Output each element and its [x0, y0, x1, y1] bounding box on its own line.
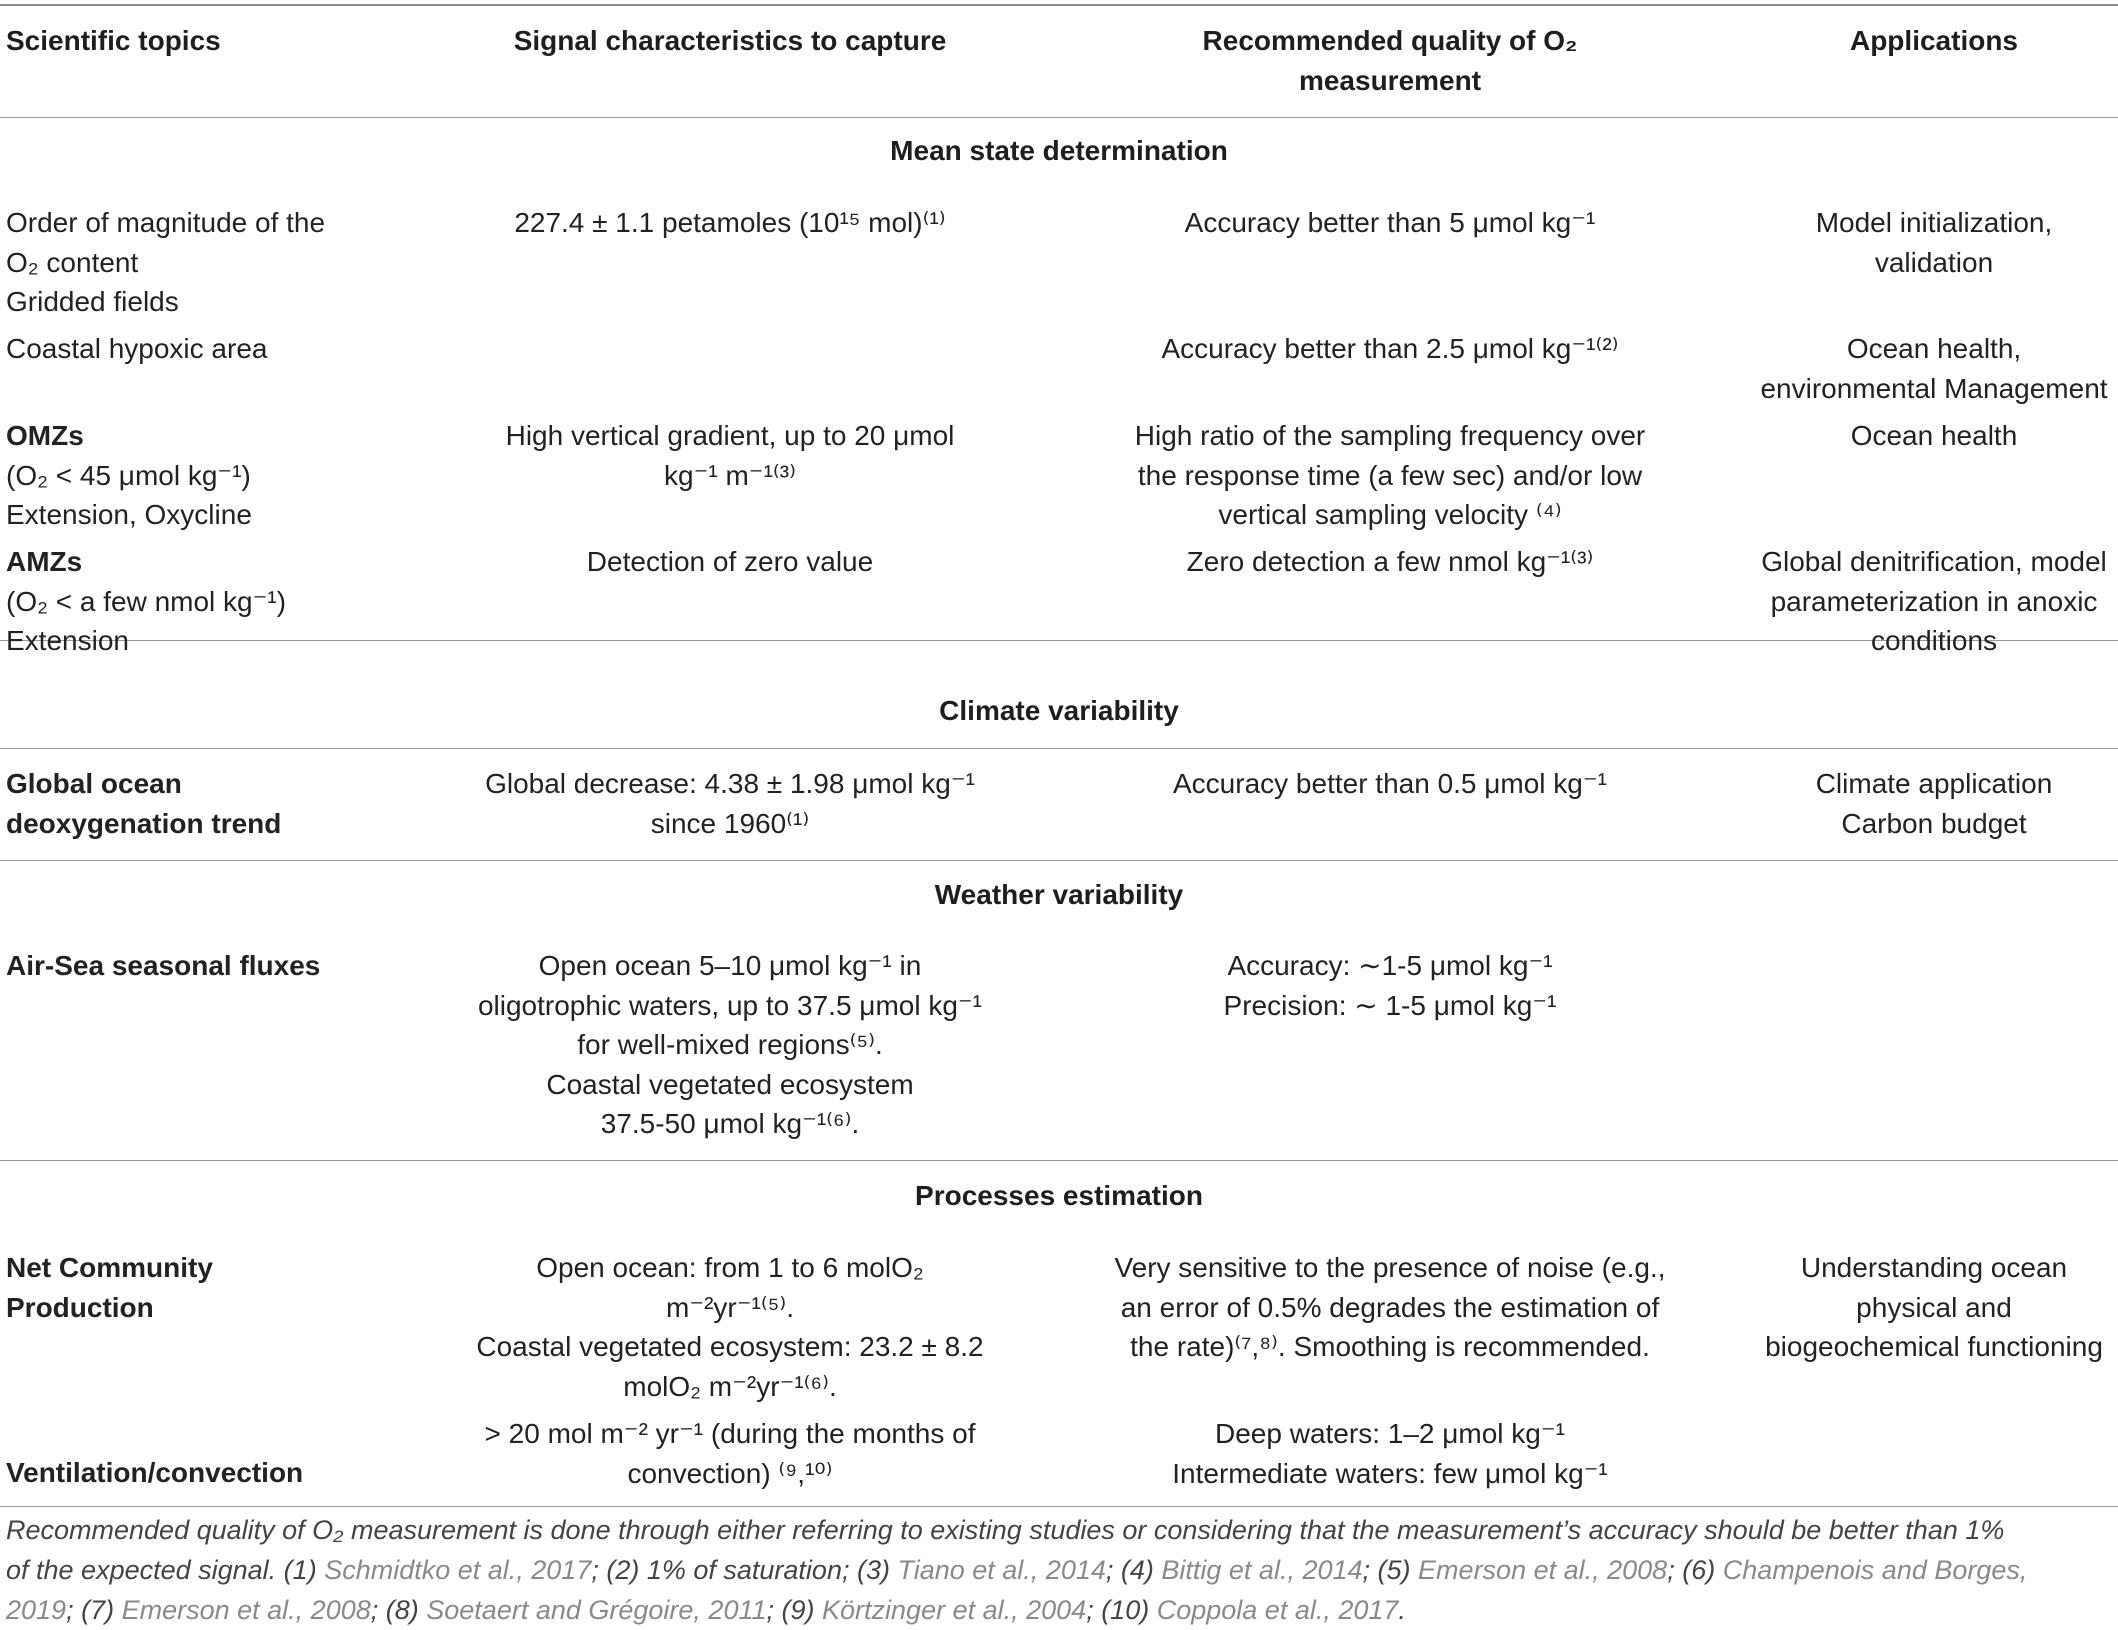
reference-link[interactable]: 2019 [6, 1595, 67, 1625]
table-cell-signal [430, 416, 1030, 495]
cell-line: Order of magnitude of the [6, 207, 326, 238]
cell-line: for well-mixed regions⁽⁵⁾. [577, 1029, 883, 1060]
cell-line: Gridded fields [6, 286, 179, 317]
column-header-topics: Scientific topics [6, 25, 221, 56]
cell-line: 227.4 ± 1.1 petamoles (10¹⁵ mol)⁽¹⁾ [514, 207, 946, 238]
cell-line: Air-Sea seasonal fluxes [6, 950, 321, 981]
table-cell-quality [1070, 542, 1710, 582]
cell-line: Intermediate waters: few μmol kg⁻¹ [1172, 1457, 1608, 1489]
cell-line: Accuracy better than 5 μmol kg⁻¹ [1184, 207, 1596, 238]
cell-line: m⁻²yr⁻¹⁽⁵⁾. [666, 1291, 794, 1323]
footnote-text: of the expected signal. (1) [6, 1555, 325, 1585]
cell-line: Accuracy better than 2.5 μmol kg⁻¹⁽²⁾ [1161, 333, 1619, 364]
table-bottom-rule [0, 1506, 2118, 1507]
cell-line: High vertical gradient, up to 20 μmol [505, 420, 955, 451]
reference-link[interactable]: Coppola et al., 2017 [1156, 1595, 1399, 1625]
footnote-text: ; (4) [1105, 1555, 1162, 1585]
cell-line: Global decrease: 4.38 ± 1.98 μmol kg⁻¹ [485, 768, 975, 799]
cell-line: Production [6, 1291, 154, 1323]
cell-line: Ocean health [1850, 420, 2018, 451]
cell-line: parameterization in anoxic [1770, 585, 2098, 617]
column-header-quality-line: measurement [1298, 64, 1482, 96]
section-heading-climate: Climate variability [939, 695, 1179, 726]
cell-line: Precision: ∼ 1-5 μmol kg⁻¹ [1223, 989, 1557, 1021]
section-heading-processes: Processes estimation [915, 1180, 1203, 1211]
cell-line: > 20 mol m⁻² yr⁻¹ (during the months of [484, 1418, 976, 1449]
section-heading-weather: Weather variability [934, 879, 1184, 910]
table-cell-signal [430, 1414, 1030, 1493]
cell-line: High ratio of the sampling frequency over [1134, 420, 1646, 451]
cell-line: physical and [1856, 1291, 2012, 1323]
table-cell-quality [1070, 946, 1710, 1025]
cell-line: Ocean health, [1846, 333, 2022, 364]
cell-line: Carbon budget [1841, 807, 2027, 839]
cell-line: Extension, Oxycline [6, 499, 252, 530]
table-cell-application [1750, 329, 2118, 408]
table-cell-quality [1070, 416, 1710, 535]
table-cell-topic [6, 764, 406, 843]
cell-line: conditions [1870, 625, 1998, 656]
table-cell-topic [6, 1248, 406, 1327]
table-cell-topic [6, 946, 406, 986]
table-cell-application [1750, 542, 2118, 661]
cell-line: Coastal hypoxic area [6, 333, 268, 364]
cell-line: Coastal vegetated ecosystem [546, 1068, 914, 1100]
cell-line: Understanding ocean [1800, 1252, 2068, 1283]
cell-line: Accuracy: ∼1-5 μmol kg⁻¹ [1227, 950, 1553, 981]
table-cell-topic [6, 416, 406, 535]
table-cell-quality [1070, 764, 1710, 804]
table-cell-application [1750, 416, 2118, 456]
column-header-quality-line: Recommended quality of O₂ [1202, 25, 1578, 56]
table-cell-signal [430, 1248, 1030, 1406]
table-cell-topic [6, 329, 406, 369]
cell-line: AMZs [6, 546, 83, 577]
table-cell-quality [1070, 1414, 1710, 1493]
cell-line: OMZs [6, 420, 84, 451]
footnote-text: ; (8) [370, 1595, 427, 1625]
cell-line: convection) ⁽⁹,¹⁰⁾ [627, 1457, 833, 1489]
cell-line: the response time (a few sec) and/or low [1137, 459, 1643, 491]
cell-line: (O₂ < 45 μmol kg⁻¹) [6, 459, 251, 491]
table-cell-signal [430, 764, 1030, 843]
reference-link[interactable]: Bittig et al., 2014 [1161, 1555, 1363, 1585]
reference-link[interactable]: Soetaert and Grégoire, 2011 [426, 1595, 767, 1625]
cell-line: Detection of zero value [586, 546, 874, 577]
table-cell-signal [430, 203, 1030, 243]
table-cell-topic [6, 1453, 406, 1493]
table-cell-quality [1070, 1248, 1710, 1367]
cell-line: the rate)⁽⁷,⁸⁾. Smoothing is recommended. [1130, 1331, 1650, 1362]
section-heading-mean-state: Mean state determination [890, 135, 1228, 166]
table-footnote [6, 1510, 2116, 1630]
table-cell-topic [6, 203, 406, 322]
column-header-signal: Signal characteristics to capture [513, 25, 947, 56]
table-cell-quality [1070, 329, 1710, 369]
column-header-applications: Applications [1849, 25, 2018, 56]
footnote-text: ; (7) [66, 1595, 122, 1625]
reference-link[interactable]: Champenois and Borges, [1722, 1555, 2028, 1585]
footnote-text: . [1398, 1595, 1406, 1625]
column-header-quality [1070, 21, 1710, 100]
cell-line: molO₂ m⁻²yr⁻¹⁽⁶⁾. [623, 1370, 837, 1402]
cell-line: deoxygenation trend [6, 807, 282, 839]
cell-line: 37.5-50 μmol kg⁻¹⁽⁶⁾. [600, 1108, 860, 1139]
table-cell-application [1750, 203, 2118, 282]
cell-line: Deep waters: 1–2 μmol kg⁻¹ [1215, 1418, 1565, 1449]
cell-line: (O₂ < a few nmol kg⁻¹) [6, 585, 287, 617]
cell-line: Coastal vegetated ecosystem: 23.2 ± 8.2 [476, 1331, 984, 1362]
section-rule [0, 1160, 2118, 1161]
table-cell-signal [430, 946, 1030, 1144]
table-cell-topic [6, 542, 406, 661]
cell-line: kg⁻¹ m⁻¹⁽³⁾ [664, 459, 796, 491]
footnote-text: Recommended quality of O₂ measurement is done through either referring to existing studies or considering that the measurement’s accuracy should be better than 1% [6, 1515, 2005, 1545]
footnote-text: ; (6) [1667, 1555, 1723, 1585]
reference-link[interactable]: Schmidtko et al., 2017 [324, 1555, 592, 1585]
cell-line: validation [1874, 246, 1994, 278]
cell-line: Net Community [6, 1252, 213, 1283]
cell-line: Global denitrification, model [1761, 546, 2107, 577]
cell-line: oligotrophic waters, up to 37.5 μmol kg⁻¹ [477, 989, 983, 1021]
cell-line: biogeochemical functioning [1765, 1331, 2103, 1362]
header-rule [0, 117, 2118, 118]
footnote-text: ; (9) [766, 1595, 823, 1625]
cell-line: environmental Management [1760, 372, 2108, 404]
table-cell-signal [430, 542, 1030, 582]
table-top-rule [0, 4, 2118, 6]
cell-line: Open ocean: from 1 to 6 molO₂ [536, 1252, 924, 1283]
reference-link[interactable]: Tiano et al., 2014 [897, 1555, 1106, 1585]
cell-line: Extension [6, 625, 129, 656]
table-cell-application [1750, 764, 2118, 843]
section-rule [0, 748, 2118, 749]
footnote-text: ; (2) 1% of saturation; (3) [591, 1555, 898, 1585]
footnote-text: ; (10) [1086, 1595, 1157, 1625]
table-cell-application [1750, 1248, 2118, 1367]
cell-line: O₂ content [6, 246, 139, 278]
cell-line: Ventilation/convection [6, 1457, 304, 1488]
cell-line: Global ocean [6, 768, 182, 799]
cell-line: Zero detection a few nmol kg⁻¹⁽³⁾ [1186, 546, 1594, 577]
reference-link[interactable]: Körtzinger et al., 2004 [822, 1595, 1087, 1625]
cell-line: Climate application [1815, 768, 2053, 799]
footnote-text: ; (5) [1362, 1555, 1419, 1585]
table-cell-quality [1070, 203, 1710, 243]
cell-line: Model initialization, [1815, 207, 2053, 238]
cell-line: an error of 0.5% degrades the estimation of [1120, 1291, 1660, 1323]
reference-link[interactable]: Emerson et al., 2008 [121, 1595, 371, 1625]
cell-line: Open ocean 5–10 μmol kg⁻¹ in [538, 950, 922, 981]
reference-link[interactable]: Emerson et al., 2008 [1418, 1555, 1668, 1585]
section-rule [0, 860, 2118, 861]
cell-line: vertical sampling velocity ⁽⁴⁾ [1218, 499, 1562, 530]
cell-line: since 1960⁽¹⁾ [650, 807, 810, 839]
cell-line: Very sensitive to the presence of noise (e.g., [1114, 1252, 1666, 1283]
cell-line: Accuracy better than 0.5 μmol kg⁻¹ [1173, 768, 1607, 799]
